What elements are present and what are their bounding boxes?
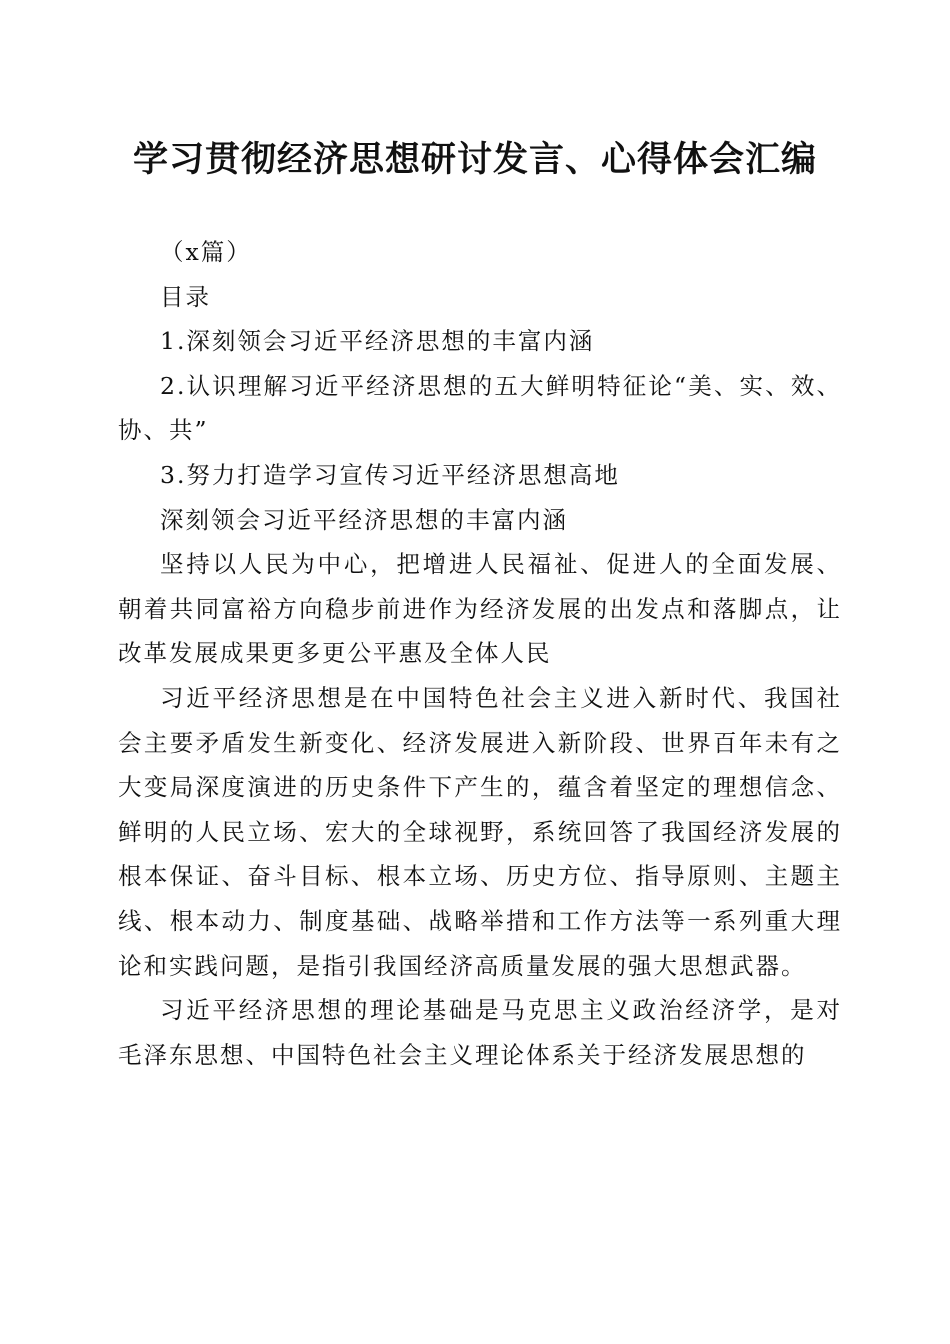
paragraph: 习近平经济思想是在中国特色社会主义进入新时代、我国社会主要矛盾发生新变化、经济发展进入新阶段、世界百年未有之大变局深度演进的历史条件下产生的，蕴含着坚定的理想信念、鲜明的人民立场、宏大的全球视野，系统回答了我国经济发展的根本保证、奋斗目标、根本立场、历史方位、指导原则、主题主线、根本动力、制度基础、战略举措和工作方法等一系列重大理论和实践问题，是指引我国经济高质量发展的强大思想武器。 [118, 683, 842, 980]
toc-item-2: 2.认识理解习近平经济思想的五大鲜明特征论“美、实、效、协、共” [118, 371, 842, 445]
paragraph: 坚持以人民为中心，把增进人民福祉、促进人的全面发展、朝着共同富裕方向稳步前进作为经济发展的出发点和落脚点，让改革发展成果更多更公平惠及全体人民 [118, 550, 842, 668]
section-heading: 深刻领会习近平经济思想的丰富内涵 [160, 505, 568, 534]
toc-heading: 目录 [160, 282, 211, 311]
paragraph: 习近平经济思想的理论基础是马克思主义政治经济学，是对毛泽东思想、中国特色社会主义理论体系关于经济发展思想的 [118, 996, 842, 1069]
toc-item-3: 3.努力打造学习宣传习近平经济思想高地 [160, 460, 620, 489]
count-note: （x篇） [160, 238, 252, 266]
document-title: 学习贯彻经济思想研讨发言、心得体会汇编 [132, 140, 817, 180]
document-body [118, 230, 842, 1077]
toc-item-1: 1.深刻领会习近平经济思想的丰富内涵 [160, 327, 595, 356]
